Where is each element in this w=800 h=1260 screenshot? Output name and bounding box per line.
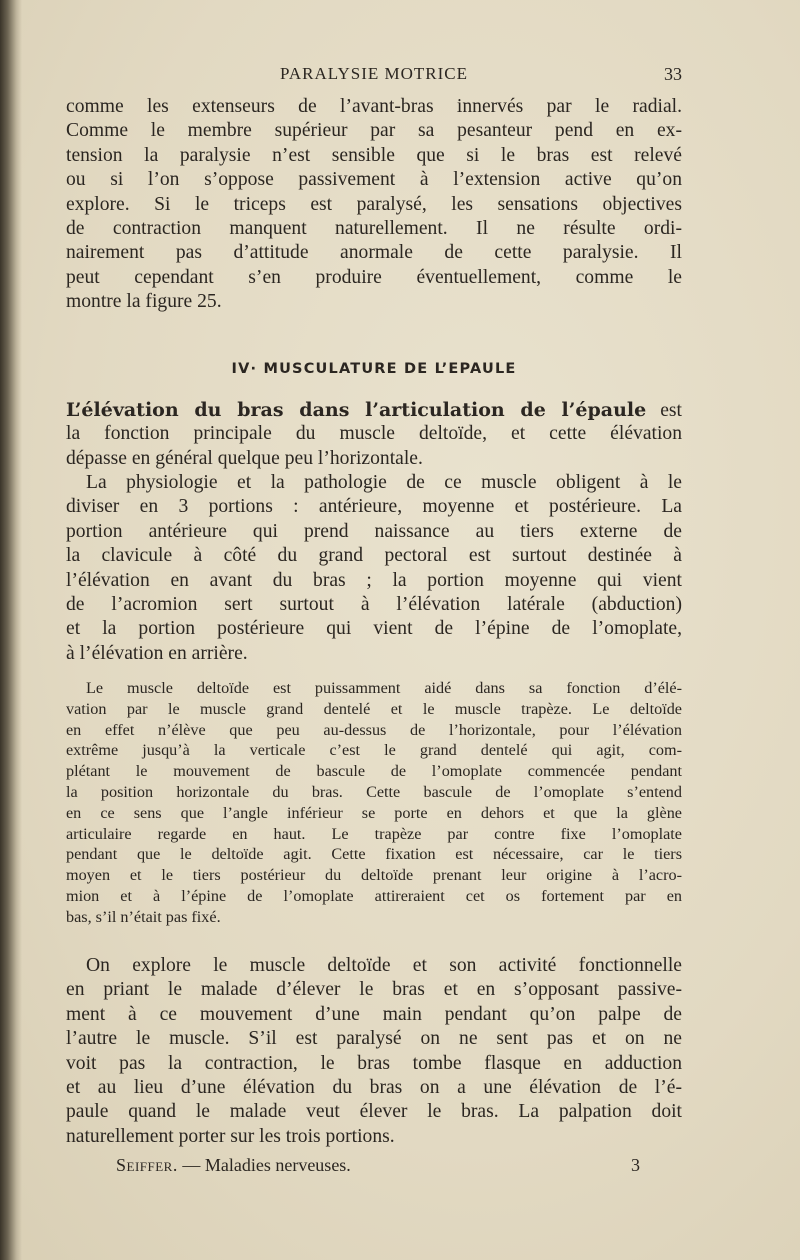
text-line: de l’acromion sert surtout à l’élévation latérale (abduction) [66, 593, 682, 615]
text-line: nairement pas d’attitude anormale de cette paralysie. Il [66, 242, 682, 264]
text-line: et la portion postérieure qui vient de l’épine de l’omoplate, [66, 618, 682, 640]
page-footer [116, 1155, 640, 1179]
text-line: de contraction manquent naturellement. Il ne résulte ordi- [66, 217, 682, 239]
text-line: la clavicule à côté du grand pectoral est surtout destinée à [66, 545, 682, 567]
text-line: dépasse en général quelque peu l’horizontale. [66, 447, 423, 469]
book-spine-shadow [0, 0, 22, 1260]
text-line: mion et à l’épine de l’omoplate attireraient cet os fortement par en [66, 886, 682, 905]
text-line: comme les extenseurs de l’avant-bras innervés par le radial. [66, 96, 682, 117]
text-line: La physiologie et la pathologie de ce muscle obligent à le [86, 472, 682, 493]
text-line: peut cependant s’en produire éventuellement, comme le [66, 266, 682, 288]
text-line: paule quand le malade veut élever le bras. La palpation doit [66, 1101, 682, 1123]
text-line: portion antérieure qui prend naissance au tiers externe de [66, 520, 682, 542]
footer-author: Seiffer. [116, 1155, 178, 1175]
signature-number: 3 [631, 1155, 640, 1175]
text-line: à l’élévation en arrière. [66, 642, 248, 664]
text-line: naturellement porter sur les trois portions. [66, 1125, 395, 1147]
text-line: en priant le malade d’élever le bras et en s’opposant passive- [66, 979, 682, 1001]
text-line: Le muscle deltoïde est puissamment aidé dans sa fonction d’élé- [86, 679, 682, 697]
text-line: articulaire regarde en haut. Le trapèze par contre fixe l’omoplate [66, 824, 682, 843]
text-line: plétant le mouvement de bascule de l’omoplate commencée pendant [66, 762, 682, 781]
text-line: en effet n’élève que peu au-dessus de l’horizontale, pour l’élévation [66, 720, 682, 739]
page-number: 33 [664, 64, 682, 84]
paragraph-2 [66, 398, 682, 471]
text-line: On explore le muscle deltoïde et son activité fonctionnelle [86, 955, 682, 976]
lead-bold-phrase: L’élévation du bras dans l’articulation de l’épaule [66, 399, 647, 421]
text-line: moyen et le tiers postérieur du deltoïde prenant leur origine à l’acro- [66, 866, 682, 885]
paragraph-4 [66, 954, 682, 1149]
text-line: ment à ce mouvement d’une main pendant qu’on palpe de [66, 1003, 682, 1025]
text-line: la position horizontale du bras. Cette bascule de l’omoplate s’entend [66, 782, 682, 801]
text-line: l’élévation en avant du bras ; la portion moyenne qui vient [66, 569, 682, 591]
text-line: montre la figure 25. [66, 291, 222, 313]
section-heading: IV· MUSCULATURE DE L’EPAULE [231, 361, 517, 377]
text-line: diviser en 3 portions : antérieure, moyenne et postérieure. La [66, 496, 682, 518]
paragraph-1 [66, 95, 682, 315]
text-line: extrême jusqu’à la verticale c’est le grand dentelé qui agit, com- [66, 741, 682, 760]
text-line: vation par le muscle grand dentelé et le muscle trapèze. Le deltoïde [66, 699, 682, 718]
running-title: PARALYSIE MOTRICE [280, 64, 468, 83]
paragraph-3 [66, 471, 682, 666]
text-line: et au lieu d’une élévation du bras on a une élévation de l’é- [66, 1076, 682, 1098]
text-line: voit pas la contraction, le bras tombe flasque en adduction [66, 1052, 682, 1074]
text-line: en ce sens que l’angle inférieur se porte en dehors et que la glène [66, 803, 682, 822]
lead-line [66, 398, 682, 422]
text-line: l’autre le muscle. S’il est paralysé on ne sent pas et on ne [66, 1028, 682, 1050]
text-line: ou si l’on s’oppose passivement à l’extension active qu’on [66, 169, 682, 191]
footer-signature [116, 1155, 351, 1176]
text-line: tension la paralysie n’est sensible que si le bras est relevé [66, 144, 682, 166]
text-line: pendant que le deltoïde agit. Cette fixation est nécessaire, car le tiers [66, 845, 682, 864]
page-header [66, 64, 682, 90]
text-line: la fonction principale du muscle deltoïde, et cette élévation [66, 423, 682, 445]
small-print-paragraph [66, 678, 682, 928]
text-line: explore. Si le triceps est paralysé, les sensations objectives [66, 193, 682, 215]
footer-title: — Maladies nerveuses. [177, 1155, 351, 1175]
lead-rest: est [646, 400, 682, 421]
text-line: bas, s’il n’était pas fixé. [66, 907, 221, 926]
text-line: Comme le membre supérieur par sa pesanteur pend en ex- [66, 120, 682, 142]
